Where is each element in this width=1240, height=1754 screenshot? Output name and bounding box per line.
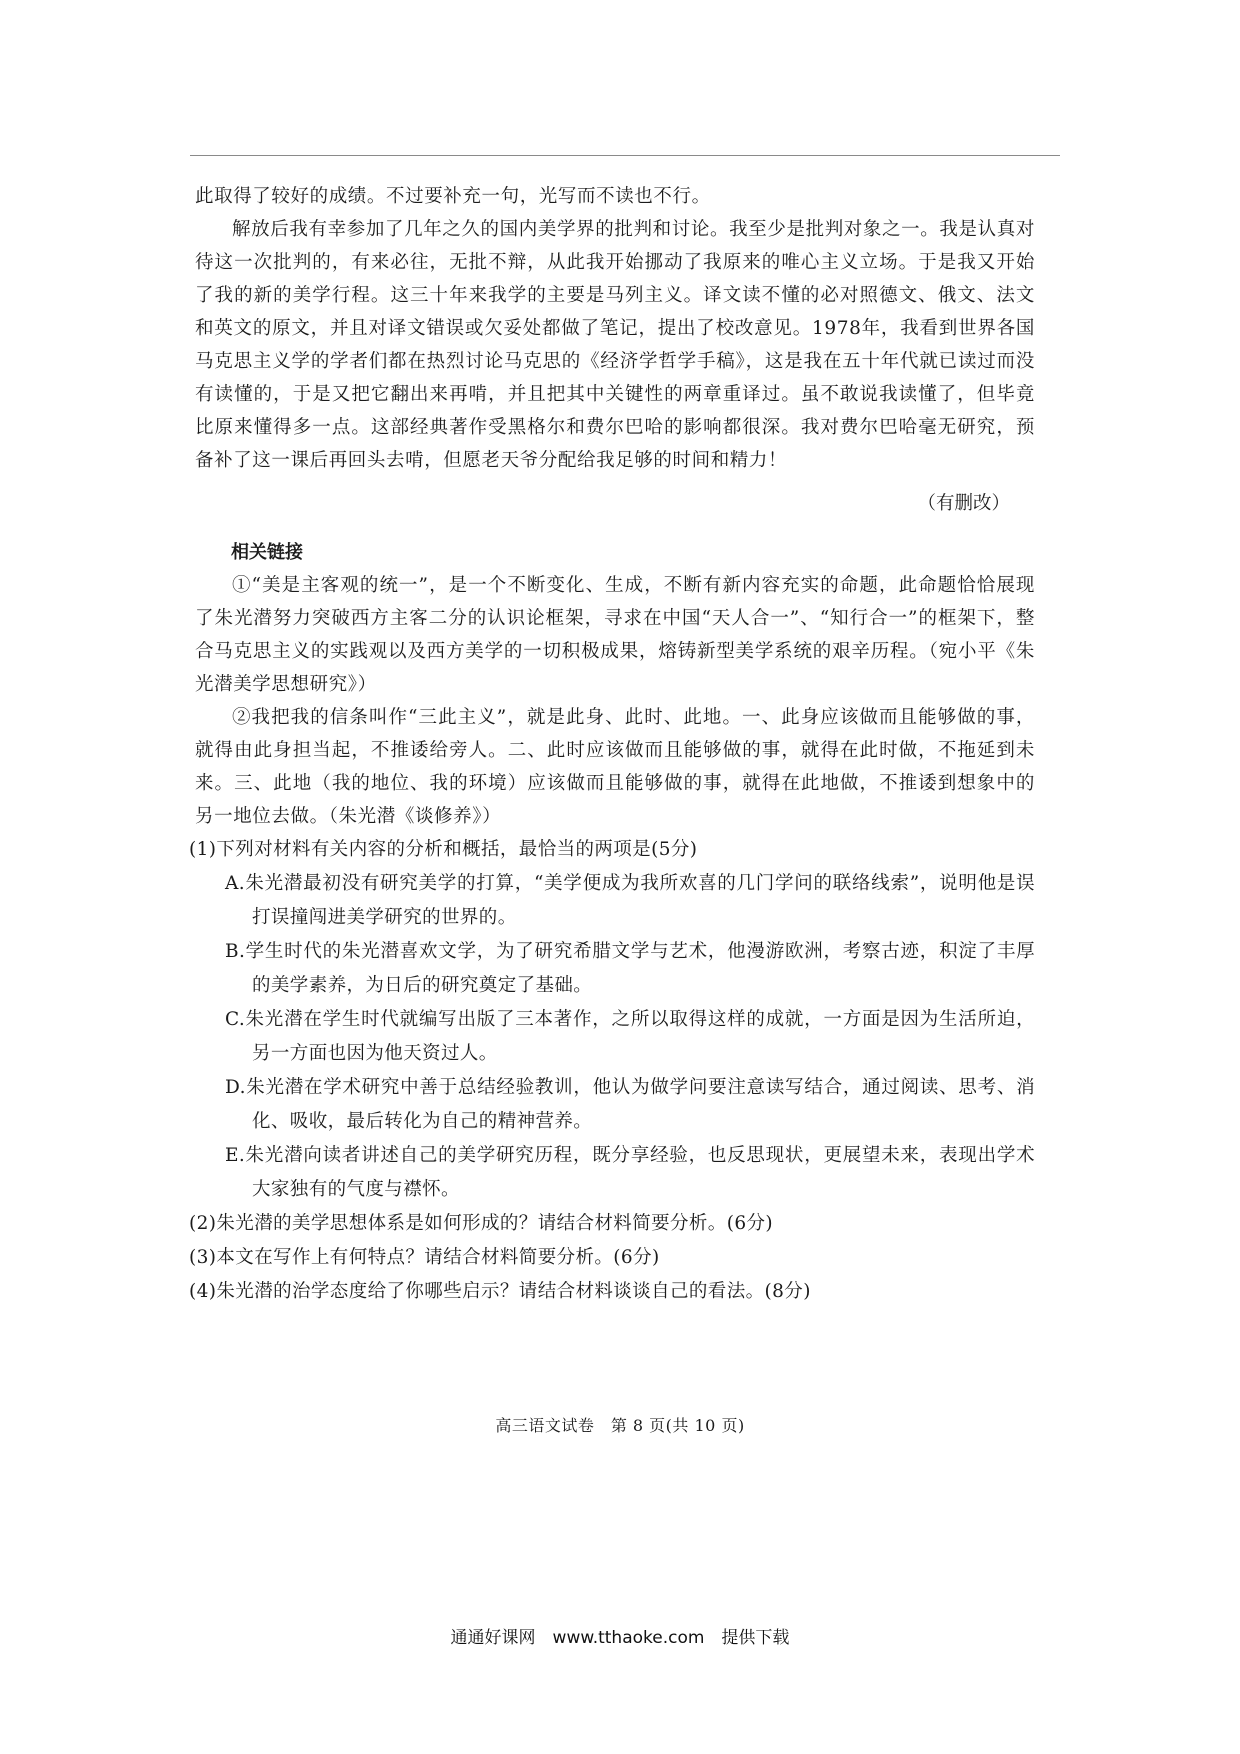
article-paragraph-2: 解放后我有幸参加了几年之久的国内美学界的批判和讨论。我至少是批判对象之一。我是认真对待这一次批判的，有来必往，无批不辩，从此我开始挪动了我原来的唯心主义立场。于是我又开始了我的新的美学行程。这三十年来我学的主要是马列主义。译文读不懂的必对照德文、俄文、法文和英文的原文，并且对译文错误或欠妥处都做了笔记，提出了校改意见。1978年，我看到世界各国马克思主义学的学者们都在热烈讨论马克思的《经济学哲学手稿》，这是我在五十年代就已读过而没有读懂的，于是又把它翻出来再啃，并且把其中关键性的两章重译过。虽不敢说我读懂了，但毕竟比原来懂得多一点。这部经典著作受黑格尔和费尔巴哈的影响都很深。我对费尔巴哈毫无研究，预备补了这一课后再回头去啃，但愿老天爷分配给我足够的时间和精力！ [195, 219, 1035, 471]
page-footer: 高三语文试卷 第 8 页(共 10 页) [495, 1416, 745, 1435]
question-1: (1)下列对材料有关内容的分析和概括，最恰当的两项是(5分) [189, 839, 698, 860]
question-2: (2)朱光潜的美学思想体系是如何形成的？请结合材料简要分析。(6分) [189, 1213, 774, 1234]
question-4: (4)朱光潜的治学态度给了你哪些启示？请结合材料谈谈自己的看法。(8分) [189, 1281, 811, 1302]
option-b: B.学生时代的朱光潜喜欢文学，为了研究希腊文学与艺术，他漫游欧洲，考察古迹，积淀了丰厚的美学素养，为日后的研究奠定了基础。 [225, 941, 1035, 996]
page-content [189, 180, 1035, 1309]
download-watermark: 通通好课网 www.tthaoke.com 提供下载 [450, 1628, 790, 1648]
article-paragraph-1: 此取得了较好的成绩。不过要补充一句，光写而不读也不行。 [195, 186, 711, 207]
option-e: E.朱光潜向读者讲述自己的美学研究历程，既分享经验，也反思现状，更展望未来，表现出学术大家独有的气度与襟怀。 [225, 1145, 1035, 1200]
option-c: C.朱光潜在学生时代就编写出版了三本著作，之所以取得这样的成就，一方面是因为生活所迫，另一方面也因为他天资过人。 [225, 1009, 1035, 1064]
option-d: D.朱光潜在学术研究中善于总结经验教训，他认为做学问要注意读写结合，通过阅读、思考、消化、吸收，最后转化为自己的精神营养。 [225, 1077, 1035, 1132]
related-link-2: ②我把我的信条叫作“三此主义”，就是此身、此时、此地。一、此身应该做而且能够做的事，就得由此身担当起，不推诿给旁人。二、此时应该做而且能够做的事，就得在此时做，不拖延到未来。三、此地（我的地位、我的环境）应该做而且能够做的事，就得在此地做，不推诿到想象中的另一地位去做。（朱光潜《谈修养》） [195, 707, 1035, 827]
source-note: （有删改） [917, 493, 1010, 514]
question-3: (3)本文在写作上有何特点？请结合材料简要分析。(6分) [189, 1247, 660, 1268]
related-link-1: ①“美是主客观的统一”，是一个不断变化、生成，不断有新内容充实的命题，此命题恰恰展现了朱光潜努力突破西方主客二分的认识论框架，寻求在中国“天人合一”、“知行合一”的框架下，整合马克思主义的实践观以及西方美学的一切积极成果，熔铸新型美学系统的艰辛历程。（宛小平《朱光潜美学思想研究》） [195, 575, 1035, 695]
related-links-heading: 相关链接 [231, 542, 303, 563]
option-a: A.朱光潜最初没有研究美学的打算，“美学便成为我所欢喜的几门学问的联络线索”，说明他是误打误撞闯进美学研究的世界的。 [225, 873, 1035, 928]
header-rule [190, 155, 1060, 156]
